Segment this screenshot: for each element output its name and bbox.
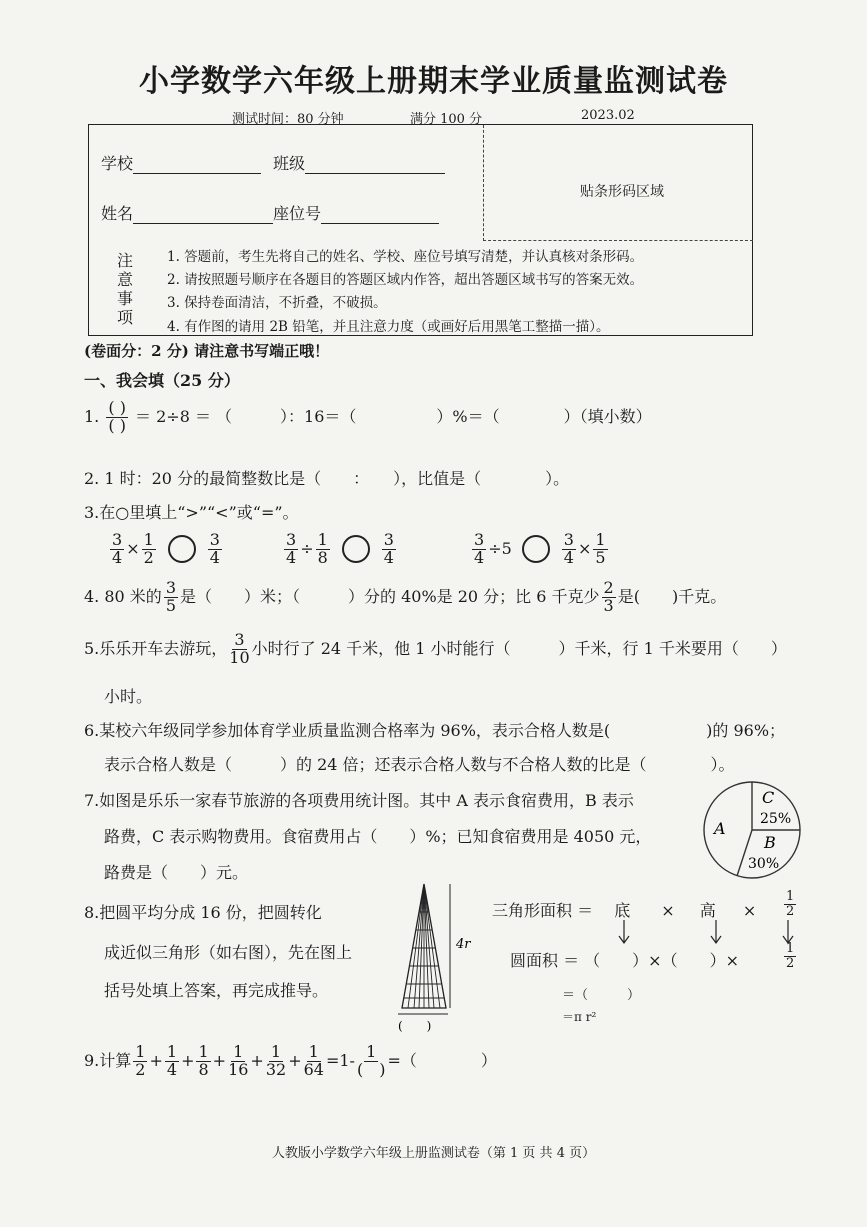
half-fraction: $\frac{1}{2}$ (786, 889, 795, 919)
triangle-area-formula: 三角形面积 ＝ 底 × 高 × (492, 901, 757, 920)
question-5-cont: 小时。 (104, 687, 153, 706)
pie-percent-b: 30% (748, 856, 780, 872)
pie-label-b: B (764, 833, 776, 852)
derivation-step-2: ＝π r² (562, 1010, 597, 1024)
section-heading: 一、我会填（25 分） (84, 371, 240, 390)
question-1: 1. $\frac{( )}{( )}$ ＝ 2÷8 ＝ （ ）：16＝（ ）%＝（ ）（填小数） (84, 398, 652, 435)
question-4: 4. 80 米的 $\frac{3}{5}$ 是（ ）米；（ ）分的 40%是 20 分；比 6 千克少 $\frac{2}{3}$ 是( )千克。 (84, 578, 727, 615)
pie-label-c: C (762, 788, 775, 807)
question-3: 3.在○里填上“>”“<”或“=”。 (84, 503, 299, 522)
name-field[interactable] (101, 201, 273, 224)
compare-circle[interactable] (342, 535, 370, 563)
question-6: 6.某校六年级同学参加体育学业质量监测合格率为 96%，表示合格人数是( )的 96%； (84, 721, 786, 740)
blank-fraction[interactable]: $\frac{( )}{( )}$ (108, 398, 126, 435)
question-8: 8.把圆平均分成 16 份，把圆转化 (84, 903, 322, 922)
derivation-step-1: ＝（ ） (562, 988, 641, 1003)
note-item: 3. 保持卷面清洁，不折叠，不破损。 (167, 295, 387, 311)
base-blank: ( ) (398, 1019, 432, 1033)
exam-title: 小学数学六年级上册期末学业质量监测试卷 (139, 64, 728, 99)
class-label: 班级 (273, 154, 306, 173)
note-item: 4. 有作图的请用 2B 铅笔，并且注意力度（或画好后用黑笔工整描一描）。 (167, 319, 610, 335)
notes-heading: 注 意 事 项 (116, 251, 133, 327)
question-7-cont: 路费，C 表示购物费用。食宿费用占（ ）%；已知食宿费用是 4050 元， (104, 827, 652, 846)
name-label: 姓名 (101, 204, 134, 223)
compare-3: $\frac{3}{4}$ ÷5 $\frac{3}{4}$ × $\frac{1}{5}$ (474, 530, 606, 567)
neatness-note: (卷面分：2 分) 请注意书写端正哦！ (84, 342, 330, 360)
compare-circle[interactable] (168, 535, 196, 563)
half-fraction: $\frac{1}{2}$ (786, 941, 795, 971)
derivation-arrows (610, 918, 800, 948)
student-info-box (88, 124, 753, 336)
pie-label-a: A (714, 819, 726, 838)
seat-field[interactable] (273, 201, 439, 224)
question-8-cont2: 括号处填上答案，再完成推导。 (104, 981, 329, 1000)
seat-label: 座位号 (273, 204, 322, 223)
page-footer: 人教版小学数学六年级上册监测试卷（第 1 页 共 4 页） (271, 1146, 596, 1161)
school-field[interactable] (101, 151, 261, 174)
exam-date: 2023.02 (581, 108, 635, 123)
barcode-area (483, 125, 753, 241)
exam-score: 满分 100 分 (410, 112, 483, 127)
class-field[interactable] (273, 151, 445, 174)
barcode-label: 贴条形码区域 (580, 184, 664, 200)
triangle-diagram (394, 878, 486, 1034)
expense-pie-chart (700, 778, 804, 882)
note-item: 1. 答题前，考生先将自己的姓名、学校、座位号填写清楚，并认真核对条形码。 (167, 249, 644, 265)
compare-1: $\frac{3}{4}$ × $\frac{1}{2}$ $\frac{3}{4}$ (112, 530, 220, 567)
pie-percent-c: 25% (760, 811, 792, 827)
compare-2: $\frac{3}{4}$ ÷ $\frac{1}{8}$ $\frac{3}{4}$ (286, 530, 394, 567)
question-2: 2. 1 时：20 分的最简整数比是（ ： ），比值是（ ）。 (84, 469, 570, 488)
question-7-cont2: 路费是（ ）元。 (104, 863, 249, 882)
height-label: 4r (456, 937, 471, 952)
note-item: 2. 请按照题号顺序在各题目的答题区域内作答，超出答题区域书写的答案无效。 (167, 272, 644, 288)
question-5: 5.乐乐开车去游玩， $\frac{3}{10}$ 小时行了 24 千米，他 1 小时能行（ ）千米，行 1 千米要用（ ） (84, 630, 787, 667)
school-label: 学校 (101, 154, 134, 173)
question-8-cont: 成近似三角形（如右图），先在图上 (104, 943, 353, 962)
compare-circle[interactable] (522, 535, 550, 563)
question-7: 7.如图是乐乐一家春节旅游的各项费用统计图。其中 A 表示食宿费用，B 表示 (84, 791, 634, 810)
exam-time: 测试时间：80 分钟 (232, 112, 344, 127)
question-6-cont: 表示合格人数是（ ）的 24 倍；还表示合格人数与不合格人数的比是（ ）。 (104, 755, 735, 774)
circle-area-formula: 圆面积 ＝ （ ）×（ ）× (510, 951, 739, 970)
question-9: 9.计算 $\frac{1}{2}$ + $\frac{1}{4}$ + $\frac{1}{8}$ + $\frac{1}{16}$ + $\frac{1}{32}$ + $\frac{1}{64}$ =1- $\frac{1}{( )}$ =（ ） (84, 1042, 497, 1079)
